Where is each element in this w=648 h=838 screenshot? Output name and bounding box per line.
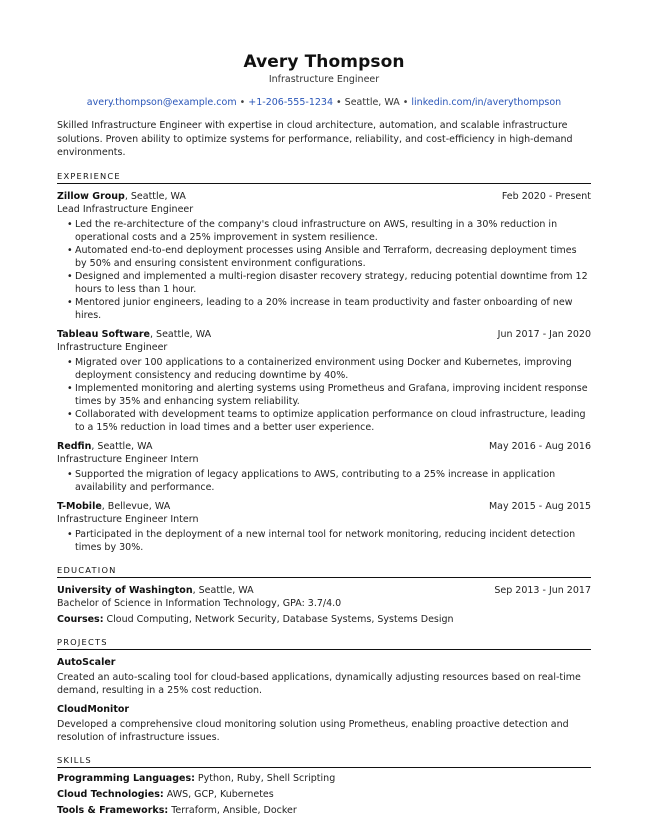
company-location: , Bellevue, WA xyxy=(101,500,171,512)
location-text: Seattle, WA xyxy=(344,97,400,108)
bullet-item: • Mentored junior engineers, leading to a 20% increase in team productivity and faster onboarding of new hires. xyxy=(67,296,591,322)
skill-label: Programming Languages: xyxy=(57,772,195,784)
courses-list: Cloud Computing, Network Security, Database Systems, Systems Design xyxy=(103,613,454,625)
project-entry xyxy=(57,656,591,697)
company-location: , Seattle, WA xyxy=(124,190,186,202)
job-bullets xyxy=(57,218,591,322)
company-name: Tableau Software xyxy=(57,328,151,340)
skill-label: Cloud Technologies: xyxy=(57,788,164,800)
candidate-name: Avery Thompson xyxy=(243,52,405,72)
experience-heading: EXPERIENCE xyxy=(57,171,591,184)
phone-link[interactable]: +1-206-555-1234 xyxy=(248,97,333,108)
skill-row xyxy=(57,788,591,801)
candidate-headline: Infrastructure Engineer xyxy=(268,74,380,85)
bullet-item: • Implemented monitoring and alerting systems using Prometheus and Grafana, improving incident response times by 35% and enhancing system reliability. xyxy=(67,382,591,408)
contact-line xyxy=(57,96,591,109)
bullet-item: • Led the re-architecture of the company's cloud infrastructure on AWS, resulting in a 30% reduction in operational costs and a 25% improvement in system resilience. xyxy=(67,218,591,244)
job-title: Infrastructure Engineer xyxy=(57,341,168,353)
job-dates: May 2015 - Aug 2015 xyxy=(488,500,591,512)
bullet-item: • Collaborated with development teams to optimize application performance on cloud infrastructure, leading to a 15% reduction in load times and a better user experience. xyxy=(67,408,591,434)
education-entry xyxy=(57,584,591,626)
skill-value: AWS, GCP, Kubernetes xyxy=(163,788,274,800)
project-entry xyxy=(57,703,591,744)
degree-text: Bachelor of Science in Information Technology, GPA: 3.7/4.0 xyxy=(57,597,342,609)
company-location: , Seattle, WA xyxy=(91,440,153,452)
job-title: Lead Infrastructure Engineer xyxy=(57,203,194,215)
bullet-item: • Automated end-to-end deployment processes using Ansible and Terraform, decreasing deployment times by 50% and ensuring consistent environment configurations. xyxy=(67,244,591,270)
company-name: Redfin xyxy=(57,440,92,452)
bullet-item: • Supported the migration of legacy applications to AWS, contributing to a 25% increase in application availability and performance. xyxy=(67,468,591,494)
project-name: CloudMonitor xyxy=(57,703,130,715)
company-location: , Seattle, WA xyxy=(150,328,212,340)
project-description: Developed a comprehensive cloud monitoring solution using Prometheus, enabling proactive detection and resolution of infrastructure issues. xyxy=(57,718,569,743)
job-bullets xyxy=(57,528,591,554)
job-title: Infrastructure Engineer Intern xyxy=(57,513,199,525)
linkedin-link[interactable]: linkedin.com/in/averythompson xyxy=(411,97,562,108)
contact-separator: • xyxy=(336,97,342,108)
contact-separator: • xyxy=(239,97,246,108)
summary-paragraph: Skilled Infrastructure Engineer with expertise in cloud architecture, automation, and scalable infrastructure solutions. Proven ability to optimize systems for performance, reliability, and cost-efficiency in high-demand environments. xyxy=(57,120,573,158)
company-name: T-Mobile xyxy=(57,500,102,512)
courses-label: Courses: xyxy=(57,613,104,625)
skill-row xyxy=(57,772,591,785)
experience-entry xyxy=(57,440,591,494)
school-name: University of Washington xyxy=(57,584,193,596)
school-location: , Seattle, WA xyxy=(192,584,254,596)
project-description: Created an auto-scaling tool for cloud-based applications, dynamically adjusting resources based on real-time demand, resulting in a 25% cost reduction. xyxy=(57,671,581,696)
project-name: AutoScaler xyxy=(57,656,116,668)
experience-entry xyxy=(57,190,591,322)
email-link[interactable]: avery.thompson@example.com xyxy=(86,97,237,108)
skill-row xyxy=(57,804,591,817)
skill-label: Tools & Frameworks: xyxy=(57,804,169,816)
company-name: Zillow Group xyxy=(57,190,125,202)
contact-separator: • xyxy=(402,97,409,108)
education-heading: EDUCATION xyxy=(57,565,591,578)
skill-value: Terraform, Ansible, Docker xyxy=(168,804,297,816)
job-dates: May 2016 - Aug 2016 xyxy=(488,440,591,452)
bullet-item: • Migrated over 100 applications to a containerized environment using Docker and Kubernetes, improving deployment consistency and reducing downtime by 40%. xyxy=(67,356,591,382)
job-title: Infrastructure Engineer Intern xyxy=(57,453,199,465)
bullet-item: • Designed and implemented a multi-region disaster recovery strategy, reducing potential downtime from 12 hours to less than 1 hour. xyxy=(67,270,591,296)
job-dates: Feb 2020 - Present xyxy=(501,190,591,202)
experience-entry xyxy=(57,500,591,554)
job-bullets xyxy=(57,356,591,434)
bullet-item: • Participated in the deployment of a new internal tool for network monitoring, reducing incident detection times by 30%. xyxy=(67,528,591,554)
skill-value: Python, Ruby, Shell Scripting xyxy=(194,772,336,784)
education-dates: Sep 2013 - Jun 2017 xyxy=(494,584,591,596)
job-bullets xyxy=(57,468,591,494)
job-dates: Jun 2017 - Jan 2020 xyxy=(497,328,591,340)
skills-heading: SKILLS xyxy=(57,755,591,768)
projects-heading: PROJECTS xyxy=(57,637,591,650)
skills-list xyxy=(57,772,591,817)
courses-line xyxy=(57,613,591,626)
experience-entry xyxy=(57,328,591,434)
